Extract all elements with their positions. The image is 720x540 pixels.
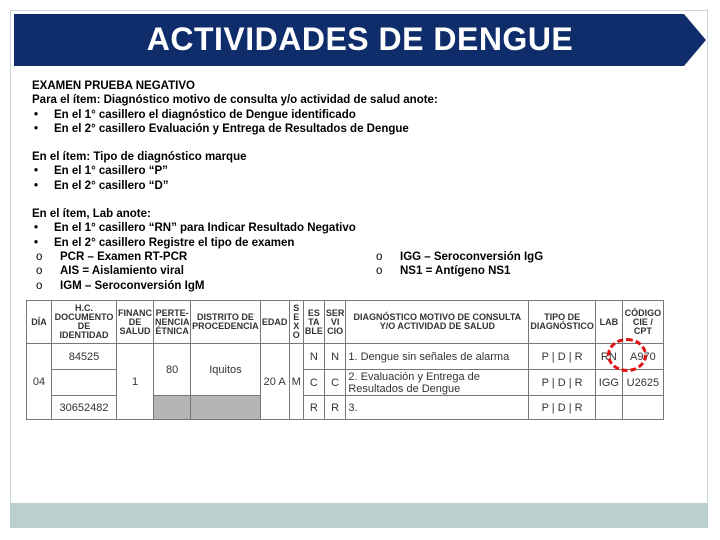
tipo-p: P: [541, 350, 549, 363]
lab-bullet: • En el 2° casillero Registre el tipo de examen: [32, 236, 672, 250]
exam-item: o AIS = Aislamiento viral: [32, 264, 372, 278]
tipo-bullet: • En el 1° casillero “P”: [32, 164, 672, 178]
lab-cell: IGG: [595, 370, 622, 396]
tipo-d: D: [557, 376, 566, 389]
tipo-cell: P | D | R: [529, 396, 596, 420]
exam-item: o NS1 = Antígeno NS1: [372, 264, 672, 278]
col-header: PERTE-NENCIA ÉTNICA: [154, 301, 191, 344]
shaded-cell: [191, 396, 261, 420]
col-header: ES TA BLE: [303, 301, 324, 344]
annotation-circle: [607, 338, 647, 372]
diag-text: Evaluación y Entrega de Resultados de Dengue: [348, 370, 480, 395]
diag-num: 2.: [348, 370, 358, 383]
hc-empty-cell: [52, 370, 117, 396]
exam-types: [32, 250, 672, 293]
documento-cell: 30652482: [52, 396, 117, 420]
servicio-cell: N: [324, 344, 346, 370]
diag-num: 3.: [348, 401, 358, 414]
diagnostico-bullet: • En el 2° casillero Evaluación y Entrega de Resultados de Dengue: [32, 122, 672, 136]
instructions-heading: EXAMEN PRUEBA NEGATIVO: [32, 80, 195, 92]
tipo-cell: P | D | R: [529, 370, 596, 396]
lab-cell: [595, 396, 622, 420]
bottom-band: [10, 503, 708, 528]
tipo-bullet: • En el 2° casillero “D”: [32, 179, 672, 193]
col-header: LAB: [595, 301, 622, 344]
tipo-cell: P | D | R: [529, 344, 596, 370]
estable-cell: N: [303, 344, 324, 370]
pertenencia-cell: 80: [154, 344, 191, 396]
dia-cell: 04: [27, 344, 52, 420]
diagnostico-cell: [346, 396, 529, 420]
diagnostico-cell: [346, 344, 529, 370]
tipo-p: P: [541, 376, 549, 389]
tipo-p: P: [541, 401, 549, 414]
lab-intro: En el ítem, Lab anote:: [32, 208, 151, 221]
col-header: FINANC DE SALUD: [117, 301, 154, 344]
registry-table: [26, 300, 664, 420]
col-header: DISTRITO DE PROCEDENCIA: [191, 301, 261, 344]
edad-cell: 20 A: [260, 344, 289, 420]
hc-cell: 84525: [52, 344, 117, 370]
tipo-r: R: [574, 376, 583, 389]
lab-cell: RN: [595, 344, 622, 370]
col-header: EDAD: [260, 301, 289, 344]
diag-text: Dengue sin señales de alarma: [360, 350, 510, 363]
servicio-cell: C: [324, 370, 346, 396]
servicio-cell: R: [324, 396, 346, 420]
shaded-cell: [154, 396, 191, 420]
registry-table-wrap: [26, 300, 664, 420]
col-header: SER VI CIO: [324, 301, 346, 344]
title-banner: [14, 14, 706, 66]
tipo-r: R: [574, 350, 583, 363]
exam-item: o IGM – Seroconversión IgM: [32, 279, 372, 293]
estable-cell: C: [303, 370, 324, 396]
col-header: TIPO DE DIAGNÓSTICO: [529, 301, 596, 344]
exam-item: o IGG – Seroconversión IgG: [372, 250, 672, 264]
slide-title: ACTIVIDADES DE DENGUE: [146, 21, 574, 57]
col-header: CÓDIGO CIE / CPT: [622, 301, 663, 344]
lab-bullet: • En el 1° casillero “RN” para Indicar Resultado Negativo: [32, 221, 672, 235]
distrito-cell: Iquitos: [191, 344, 261, 396]
codigo-cell: A970: [622, 344, 663, 370]
col-header: DIAGNÓSTICO MOTIVO DE CONSULTA Y/O ACTIVIDAD DE SALUD: [346, 301, 529, 344]
instructions-block: [32, 79, 672, 293]
exam-item: o PCR – Examen RT-PCR: [32, 250, 372, 264]
header-row: [27, 301, 664, 344]
tipo-d: D: [557, 401, 566, 414]
tipo-intro: En el ítem: Tipo de diagnóstico marque: [32, 151, 247, 164]
diagnostico-bullet: • En el 1° casillero el diagnóstico de Dengue identificado: [32, 108, 672, 122]
tipo-d: D: [557, 350, 566, 363]
codigo-cell: U2625: [622, 370, 663, 396]
col-header: H.C. DOCUMENTO DE IDENTIDAD: [52, 301, 117, 344]
col-header: S E X O: [289, 301, 303, 344]
table-row: [27, 344, 664, 370]
estable-cell: R: [303, 396, 324, 420]
col-header: DÍA: [27, 301, 52, 344]
tipo-r: R: [574, 401, 583, 414]
diagnostico-cell: [346, 370, 529, 396]
diagnostico-intro: Para el ítem: Diagnóstico motivo de consulta y/o actividad de salud anote:: [32, 94, 438, 107]
codigo-cell: [622, 396, 663, 420]
financ-cell: 1: [117, 344, 154, 420]
sexo-cell: M: [289, 344, 303, 420]
diag-num: 1.: [348, 350, 358, 363]
